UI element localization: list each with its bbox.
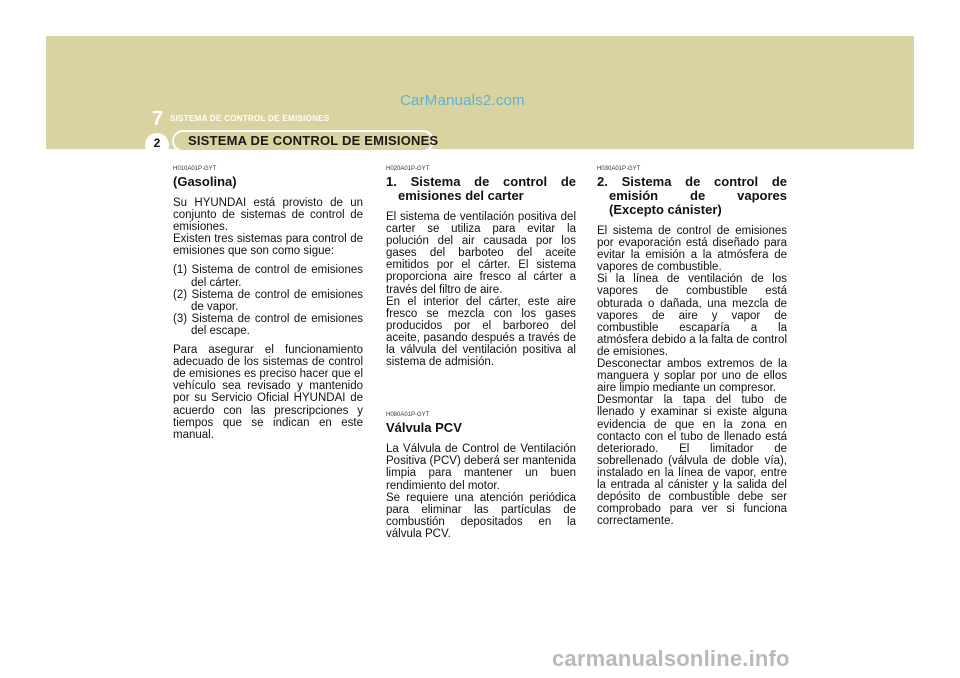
page-number: 2: [153, 136, 161, 150]
paragraph: La Válvula de Control de Ventilación Positiva (PCV) deberá ser mantenida limpia para mantener un buen rendimiento del motor.: [386, 443, 576, 492]
section-code: H010A01P-GYT: [173, 166, 217, 172]
section-title: SISTEMA DE CONTROL DE EMISIONES: [188, 133, 439, 148]
paragraph: En el interior del cárter, este aire fresco se mezcla con los gases producidos por el barboreo del aceite, pasando después a través de la válvula del ventilación positiva al sistema de admisión.: [386, 295, 576, 369]
watermark-top[interactable]: CarManuals2.com: [400, 92, 525, 109]
paragraph: Existen tres sistemas para control de emisiones que son como sigue:: [173, 233, 363, 258]
paragraph: El sistema de ventilación positiva del carter se utiliza para evitar la polución del air causada por los gases del barboteo del aceite emitidos por el cárter. El sistema proporciona aire fresco al cárter a través del filtro de aire.: [386, 211, 576, 296]
paragraph: Se requiere una atención periódica para eliminar las partículas de combustión depositados en la válvula PCV.: [386, 491, 576, 540]
paragraph: Para asegurar el funcionamiento adecuado de los sistemas de control de emisiones es preciso hacer que el vehículo sea revisado y mantenido por su Servicio Oficial HYUNDAI de acuerdo con las prescripciones y tiempos que se indican en este manual.: [173, 344, 363, 441]
section-heading: (Gasolina): [173, 174, 237, 189]
list-item: (2) Sistema de control de emisiones de vapor.: [173, 288, 363, 313]
paragraph: El sistema de control de emisiones por evaporación está diseñado para evitar la emisión a la atmósfera de vapores de combustible.: [597, 225, 787, 274]
section-heading: Válvula PCV: [386, 420, 462, 436]
section-code: H030A01P-GYT: [597, 166, 641, 172]
paragraph: Desmontar la tapa del tubo de llenado y examinar si existe alguna evidencia de que en la zona en contacto con el tubo de llenado está deteriorado. El limitador de sobrellenado (válvula de doble vía), instalado en la línea de vapor, entre la entrada al cánister y la salida del depósito de combustible debe ser comprobado para ver si funciona correctamente.: [597, 394, 787, 528]
column-1: [173, 166, 363, 441]
paragraph: Desconectar ambos extremos de la manguera y soplar por uno de ellos aire limpio mediante un compresor.: [597, 358, 787, 395]
section-code: H020A01P-GYT: [386, 166, 430, 172]
paragraph: Si la línea de ventilación de los vapores de combustible está obturada o dañada, una mezcla de vapores de aire y vapor de combustible escaparía a la atmósfera debido a la falta de control de emisiones.: [597, 273, 787, 358]
section-code: H080A01P-GYT: [386, 412, 430, 419]
chapter-title: SISTEMA DE CONTROL DE EMISIONES: [170, 114, 330, 123]
chapter-number: 7: [152, 108, 164, 130]
section-heading: 2. Sistema de control de emisión de vapores (Excepto cánister): [597, 174, 787, 217]
column-3: [597, 166, 787, 527]
section-heading: 1. Sistema de control de emisiones del carter: [386, 174, 576, 203]
list-item: (3) Sistema de control de emisiones del escape.: [173, 312, 363, 337]
list-item: (1) Sistema de control de emisiones del cárter.: [173, 264, 363, 289]
column-2: [386, 166, 576, 540]
systems-list: [173, 264, 363, 337]
watermark-bottom[interactable]: carmanualsonline.info: [552, 646, 790, 671]
paragraph: Su HYUNDAI está provisto de un conjunto de sistemas de control de emisiones.: [173, 197, 363, 234]
